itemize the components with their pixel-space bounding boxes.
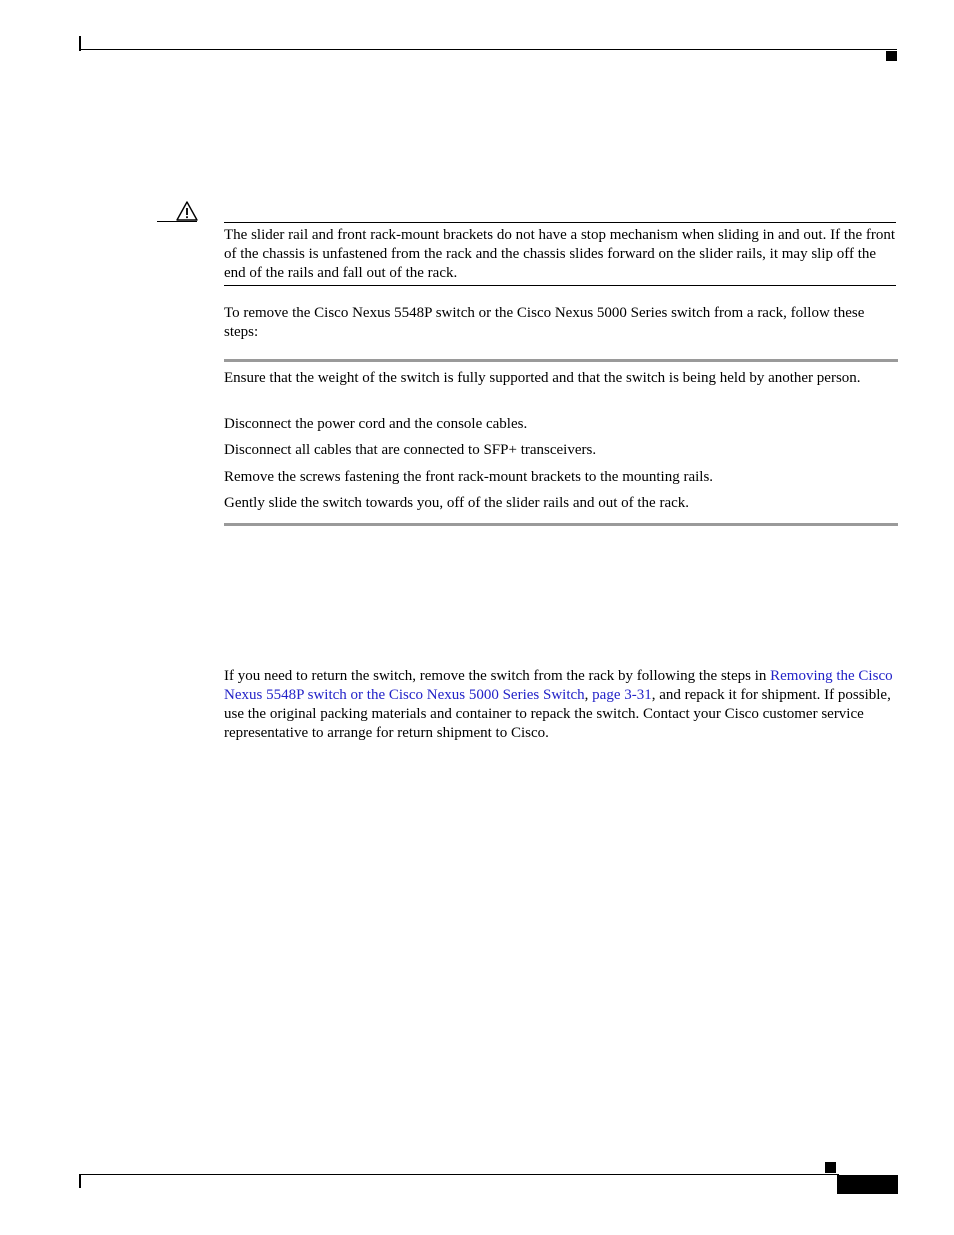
caution-text: The slider rail and front rack-mount brackets do not have a stop mechanism when sliding in and out. If the front of the chassis is unfastened from the rack and the chassis slides forward on the slider rails, it may slip off the end of the rails and fall out of the rack.: [224, 227, 896, 281]
return-text-before: If you need to return the switch, remove the switch from the rack by following the steps in: [224, 668, 771, 684]
header-rule: [79, 49, 897, 50]
caution-bottom-rule: [224, 285, 896, 286]
return-paragraph: [224, 667, 896, 743]
footer-rule: [79, 1174, 839, 1175]
link-separator: ,: [584, 687, 593, 703]
step-5: Gently slide the switch towards you, off of the slider rails and out of the rack.: [224, 495, 690, 511]
header-corner-marker: [886, 51, 897, 61]
step-1: Ensure that the weight of the switch is fully supported and that the switch is being held by another person.: [224, 370, 861, 386]
procedure-top-rule: [224, 359, 898, 362]
caution-triangle-icon: [175, 200, 199, 222]
removing-switch-link[interactable]: Removing the Cisco Nexus 5548P switch or the Cisco Nexus 5000 Series Switch: [224, 668, 893, 703]
step-3: Disconnect all cables that are connected to SFP+ transceivers.: [224, 442, 597, 458]
step-4: Remove the screws fastening the front rack-mount brackets to the mounting rails.: [224, 469, 714, 485]
footer-left-tick: [79, 1174, 81, 1188]
step-2: Disconnect the power cord and the console cables.: [224, 416, 528, 432]
footer-marker: [825, 1162, 836, 1173]
page-reference-link[interactable]: page 3-31: [592, 687, 652, 703]
return-text-after: , and repack it for shipment. If possible, use the original packing materials and container to repack the switch. Contact your Cisco customer service representative to arrange for return shipment to Cisco.: [224, 687, 891, 741]
footer-page-tab: [837, 1175, 898, 1194]
caution-top-rule: [224, 222, 896, 223]
procedure-bottom-rule: [224, 523, 898, 526]
procedure-intro: To remove the Cisco Nexus 5548P switch or the Cisco Nexus 5000 Series switch from a rack, follow these steps:: [224, 305, 865, 340]
